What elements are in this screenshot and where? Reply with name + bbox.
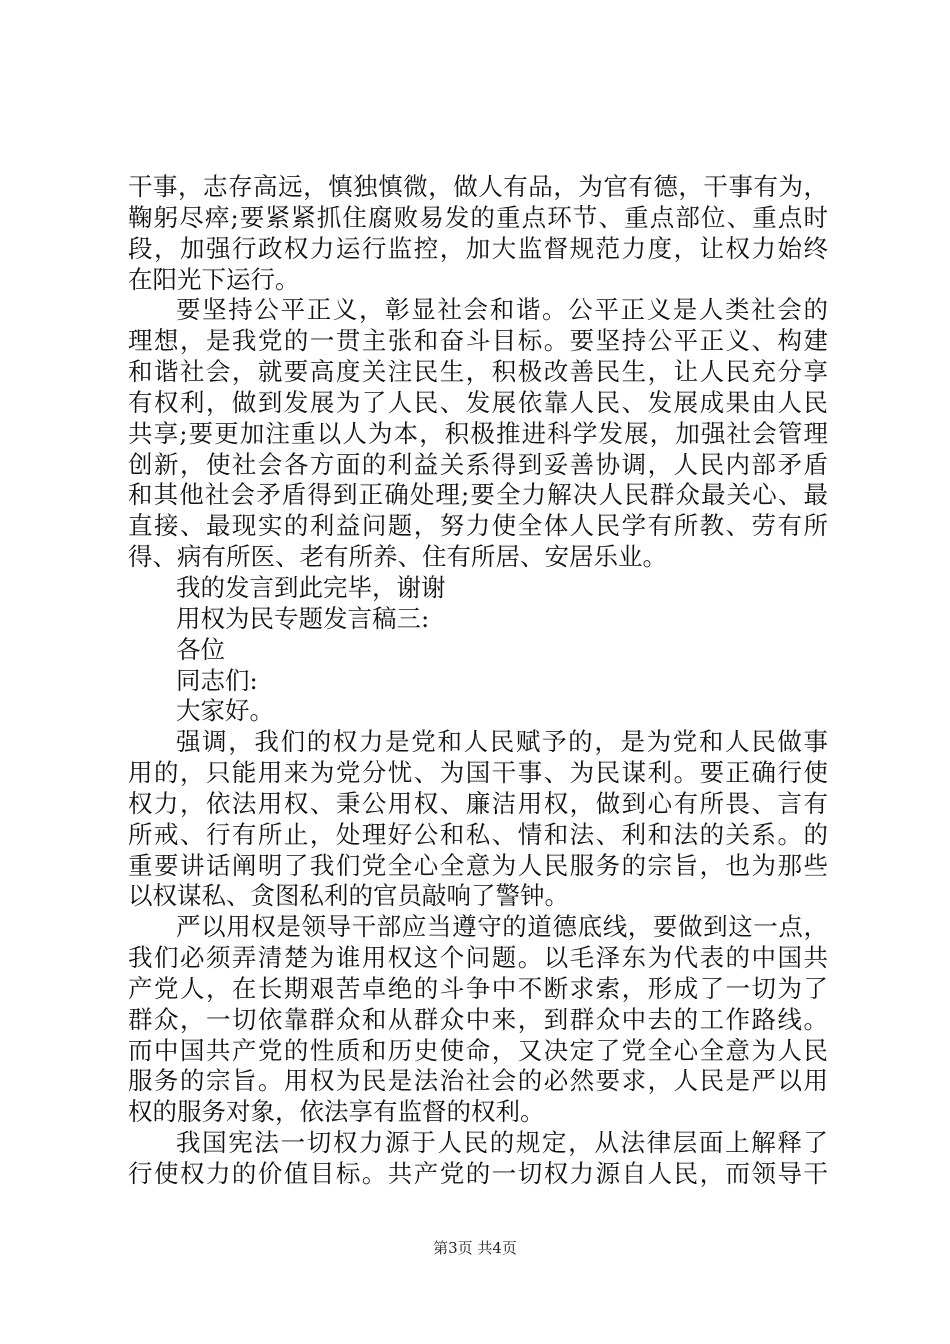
- text-line: 行使权力的价值目标。共产党的一切权力源自人民，而领导干: [128, 1159, 828, 1188]
- text-line: 直接、最现实的利益问题，努力使全体人民学有所教、劳有所: [128, 511, 828, 541]
- text-line: 和其他社会矛盾得到正确处理;要全力解决人民群众最关心、最: [128, 480, 828, 510]
- text-line: 用权为民专题发言稿三:: [176, 603, 430, 633]
- text-line: 群众，一切依靠群众和从群众中来，到群众中去的工作路线。: [128, 1004, 828, 1034]
- text-line: 我国宪法一切权力源于人民的规定，从法律层面上解释了: [176, 1128, 828, 1158]
- text-line: 权的服务对象，依法享有监督的权利。: [128, 1097, 545, 1127]
- text-line: 创新，使社会各方面的利益关系得到妥善协调，人民内部矛盾: [128, 449, 828, 479]
- text-line: 理想，是我党的一贯主张和奋斗目标。要坚持公平正义、构建: [128, 326, 828, 356]
- text-line: 重要讲话阐明了我们党全心全意为人民服务的宗旨，也为那些: [128, 850, 828, 880]
- text-line: 服务的宗旨。用权为民是法治社会的必然要求，人民是严以用: [128, 1066, 828, 1096]
- text-line: 在阳光下运行。: [128, 264, 300, 294]
- text-line: 各位: [176, 634, 225, 664]
- text-line: 鞠躬尽瘁;要紧紧抓住腐败易发的重点环节、重点部位、重点时: [128, 202, 828, 232]
- text-line: 大家好。: [176, 696, 274, 726]
- text-line: 所戒、行有所止，处理好公和私、情和法、利和法的关系。的: [128, 819, 828, 849]
- text-line: 段，加强行政权力运行监控，加大监督规范力度，让权力始终: [128, 233, 828, 263]
- text-line: 强调，我们的权力是党和人民赋予的，是为党和人民做事: [176, 727, 828, 757]
- document-body: [128, 172, 828, 1190]
- text-line: 用的，只能用来为党分忧、为国干事、为民谋利。要正确行使: [128, 758, 828, 788]
- text-line: 我的发言到此完毕，谢谢: [176, 572, 446, 602]
- page-footer: 第3页 共4页: [433, 1239, 517, 1257]
- text-line: 得、病有所医、老有所养、住有所居、安居乐业。: [128, 542, 667, 572]
- text-line: 我们必须弄清楚为谁用权这个问题。以毛泽东为代表的中国共: [128, 943, 828, 973]
- text-line: 以权谋私、贪图私利的官员敲响了警钟。: [128, 881, 569, 911]
- text-line: 产党人，在长期艰苦卓绝的斗争中不断求索，形成了一切为了: [128, 973, 828, 1003]
- text-line: 严以用权是领导干部应当遵守的道德底线，要做到这一点，: [176, 912, 828, 942]
- text-line: 权力，依法用权、秉公用权、廉洁用权，做到心有所畏、言有: [128, 788, 828, 818]
- text-line: 和谐社会，就要高度关注民生，积极改善民生，让人民充分享: [128, 357, 828, 387]
- text-line: 有权利，做到发展为了人民、发展依靠人民、发展成果由人民: [128, 387, 828, 417]
- text-line: 同志们:: [176, 665, 258, 695]
- text-line: 共享;要更加注重以人为本，积极推进科学发展，加强社会管理: [128, 418, 828, 448]
- text-line: 干事，志存高远，慎独慎微，做人有品，为官有德，干事有为，: [128, 172, 828, 201]
- text-line: 而中国共产党的性质和历史使命，又决定了党全心全意为人民: [128, 1035, 828, 1065]
- text-line: 要坚持公平正义，彰显社会和谐。公平正义是人类社会的: [176, 295, 828, 325]
